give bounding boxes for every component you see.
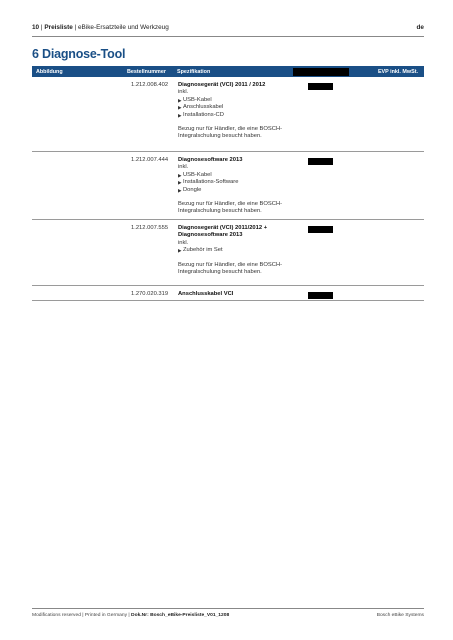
page-number: 10 <box>32 24 40 31</box>
order-number: 1.212.007.555 <box>131 225 169 231</box>
includes-label: inkl. <box>178 239 189 246</box>
dealer-note: Bezug nur für Händler, die eine BOSCH-Integralschulung besucht haben. <box>178 201 283 215</box>
col-header-abbildung: Abbildung <box>36 68 63 75</box>
included-item-label: USB-Kabel <box>183 171 212 178</box>
product-title: Diagnosesoftware 2013 <box>178 157 243 163</box>
included-item <box>178 172 288 179</box>
bullet-triangle-icon: ▶ <box>178 97 182 103</box>
redacted-price-block <box>308 226 333 233</box>
bullet-triangle-icon: ▶ <box>178 105 182 111</box>
header-language: de <box>416 24 424 31</box>
header-subtitle: eBike-Ersatzteile und Werkzeug <box>77 24 169 31</box>
header-left <box>32 24 169 31</box>
included-item-label: Installations-CD <box>183 111 224 118</box>
included-item <box>178 247 288 254</box>
table-row <box>32 220 424 286</box>
order-number: 1.212.007.444 <box>131 157 169 163</box>
page-footer <box>32 613 424 618</box>
included-item-label: Anschlusskabel <box>183 104 224 111</box>
specification <box>178 82 288 141</box>
includes-label: inkl. <box>178 164 189 171</box>
table-row <box>32 152 424 220</box>
footer-right: Bosch eBike Systems <box>376 613 424 618</box>
bullet-triangle-icon: ▶ <box>178 172 182 178</box>
dealer-note: Bezug nur für Händler, die eine BOSCH-Integralschulung besucht haben. <box>178 126 283 140</box>
specification <box>178 225 288 276</box>
redacted-header-block <box>293 68 349 76</box>
header-divider <box>32 36 424 37</box>
col-header-bestellnummer: Bestellnummer <box>127 68 166 75</box>
included-item <box>178 104 288 111</box>
page-header <box>32 24 424 36</box>
product-title: Diagnosegerät (VCI) 2011/2012 + Diagnosesoftware 2013 <box>178 225 268 239</box>
dealer-note: Bezug nur für Händler, die eine BOSCH-Integralschulung besucht haben. <box>178 261 283 276</box>
included-item <box>178 97 288 104</box>
header-separator-2: | <box>72 24 78 31</box>
table-row <box>32 286 424 301</box>
header-separator: | <box>39 24 45 31</box>
header-section: Preisliste <box>44 24 73 31</box>
bullet-triangle-icon: ▶ <box>178 248 182 254</box>
footer-left: Modifications reserved | Printed in Germany | <box>32 613 132 618</box>
order-number: 1.270.020.319 <box>131 291 169 297</box>
included-items-list <box>178 97 288 119</box>
included-items-list <box>178 172 288 194</box>
redacted-price-block <box>308 158 333 165</box>
specification <box>178 157 288 216</box>
included-item-label: Dongle <box>183 186 202 193</box>
product-title: Diagnosegerät (VCI) 2011 / 2012 <box>178 82 266 88</box>
product-title: Anschlusskabel VCI <box>178 291 234 297</box>
redacted-price-block <box>308 83 333 90</box>
redacted-price-block <box>308 292 333 299</box>
footer-doc-number: Dok.Nr: Bosch_eBike-Preisliste_V01_1208 <box>131 613 230 618</box>
included-items-list <box>178 247 288 254</box>
table-header <box>32 66 424 77</box>
included-item-label: Zubehör im Set <box>183 247 223 254</box>
order-number: 1.212.008.402 <box>131 82 169 88</box>
included-item <box>178 112 288 119</box>
includes-label: inkl. <box>178 89 189 96</box>
included-item <box>178 179 288 186</box>
footer-divider <box>32 608 424 609</box>
bullet-triangle-icon: ▶ <box>178 187 182 193</box>
table-row <box>32 77 424 152</box>
col-header-spezifikation: Spezifikation <box>177 68 211 75</box>
included-item <box>178 187 288 194</box>
bullet-triangle-icon: ▶ <box>178 180 182 186</box>
included-item-label: Installations-Software <box>183 179 239 186</box>
section-title: 6 Diagnose-Tool <box>32 47 126 61</box>
specification <box>178 291 288 298</box>
col-header-evp: EVP inkl. MwSt. <box>377 68 418 75</box>
included-item-label: USB-Kabel <box>183 96 212 103</box>
bullet-triangle-icon: ▶ <box>178 112 182 118</box>
